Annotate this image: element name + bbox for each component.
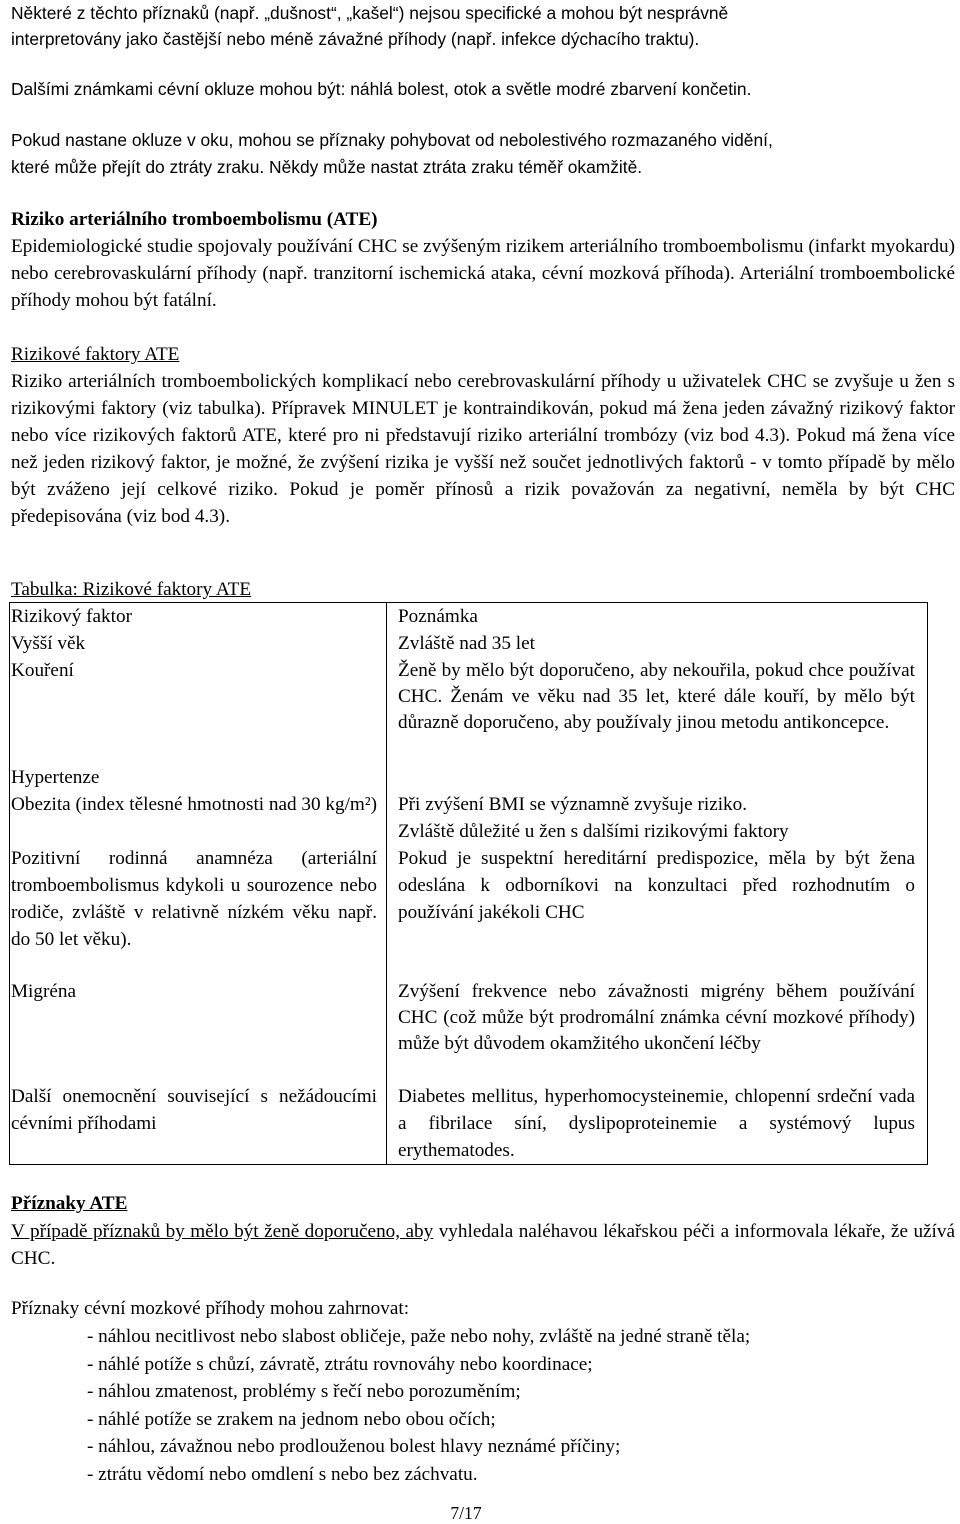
ate-symptoms-paragraph [11, 1218, 955, 1272]
table-cell-factor: Obezita (index tělesné hmotnosti nad 30 kg/m²) [11, 794, 377, 815]
list-item: - náhlou necitlivost nebo slabost obličeje, paže nebo nohy, zvláště na jedné straně těla; [87, 1326, 751, 1347]
eye-occlusion-paragraph [11, 127, 955, 181]
table-cell-note [398, 791, 915, 845]
risk-factors-heading: Rizikové faktory ATE [11, 344, 180, 365]
table-cell-note-line: Zvláště důležité u žen s dalšími rizikovými faktory [398, 821, 789, 842]
ate-symptoms-heading: Příznaky ATE [11, 1193, 128, 1214]
table-cell-factor: Hypertenze [11, 767, 100, 788]
ate-symptoms-underlined: V případě příznaků by mělo být ženě doporučeno, aby [11, 1221, 434, 1242]
risk-factors-paragraph: Riziko arteriálních tromboembolických komplikací nebo cerebrovaskulární příhody u uživatelek CHC se zvyšuje u žen s rizikovými faktory (viz tabulka). Přípravek MINULET je kontraindikován, pokud má žena jeden závažný rizikový faktor nebo více rizikových faktorů ATE, které pro ni představují riziko arteriální trombózy (viz bod 4.3). Pokud má žena více než jeden rizikový faktor, je možné, že zvýšení rizika je vyšší než součet jednotlivých faktorů - v tomto případě by mělo být zváženo její celkové riziko. Pokud je poměr přínosů a rizik považován za negativní, neměla by být CHC předepisována (viz bod 4.3). [11, 371, 955, 527]
symptoms-note-paragraph [11, 0, 955, 52]
symptoms-note-line1: Některé z těchto příznaků (např. „dušnost“, „kašel“) nejsou specifické a mohou být nesprávně [11, 3, 729, 23]
table-cell-note: Diabetes mellitus, hyperhomocysteinemie, chlopenní srdeční vada a fibrilace síní, dyslipoproteinemie a systémový lupus erythematodes. [398, 1086, 915, 1161]
table-cell-factor: Kouření [11, 660, 74, 681]
table-cell-note-line: Při zvýšení BMI se významně zvyšuje riziko. [398, 794, 748, 815]
table-header-note: Poznámka [398, 606, 478, 627]
table-cell-note: Zvláště nad 35 let [398, 633, 535, 654]
ate-paragraph: Epidemiologické studie spojovaly používání CHC se zvýšeným rizikem arteriálního tromboembolismu (infarkt myokardu) nebo cerebrovaskulární příhody (např. tranzitorní ischemická ataka, cévní mozková příhoda). Arteriální tromboembolické příhody mohou být fatální. [11, 236, 955, 311]
page-number: 7/17 [450, 1503, 482, 1523]
table-cell-factor: Pozitivní rodinná anamnéza (arteriální tromboembolismus kdykoli u sourozence nebo rodiče, zvláště v relativně nízkém věku např. do 50 let věku). [11, 848, 377, 950]
list-item: - náhlou zmatenost, problémy s řečí nebo porozuměním; [87, 1381, 521, 1402]
stroke-intro: Příznaky cévní mozkové příhody mohou zahrnovat: [11, 1298, 410, 1319]
ate-symptoms-rest: vyhledala naléhavou lékařskou péči a informovala lékaře, že užívá CHC. [11, 1221, 955, 1269]
table-middle-rule [386, 602, 387, 1164]
table-bottom-rule [9, 1164, 928, 1165]
other-signs-paragraph: Dalšími známkami cévní okluze mohou být: náhlá bolest, otok a světle modré zbarvení končetin. [11, 79, 752, 99]
ate-heading: Riziko arteriálního tromboembolismu (ATE) [11, 209, 378, 230]
table-left-rule [9, 602, 10, 1164]
list-item: - ztrátu vědomí nebo omdlení s nebo bez záchvatu. [87, 1463, 478, 1485]
eye-occlusion-line2: které může přejít do ztráty zraku. Někdy může nastat ztráta zraku téměř okamžitě. [11, 157, 643, 177]
eye-occlusion-line1: Pokud nastane okluze v oku, mohou se příznaky pohybovat od nebolestivého rozmazaného vidění, [11, 130, 773, 150]
table-cell-note: Ženě by mělo být doporučeno, aby nekouřila, pokud chce používat CHC. Ženám ve věku nad 35 let, které dále kouří, by mělo být důrazně doporučeno, aby používaly jinou metodu antikoncepce. [398, 660, 915, 733]
symptoms-note-line2: interpretovány jako častější nebo méně závažné příhody (např. infekce dýchacího traktu). [11, 29, 700, 49]
table-cell-factor: Migréna [11, 981, 77, 1002]
table-header-factor: Rizikový faktor [11, 606, 132, 627]
table-cell-factor: Další onemocnění související s nežádoucími cévními příhodami [11, 1086, 377, 1134]
list-item: - náhlé potíže se zrakem na jednom nebo obou očích; [87, 1408, 496, 1430]
table-cell-note: Pokud je suspektní hereditární predispozice, měla by být žena odeslána k odborníkovi na konzultaci před rozhodnutím o používání jakékoli CHC [398, 848, 915, 923]
stroke-symptoms-list [87, 1323, 947, 1488]
table-title: Tabulka: Rizikové faktory ATE [11, 579, 252, 600]
table-cell-factor: Vyšší věk [11, 633, 86, 654]
table-right-rule [927, 602, 928, 1164]
table-cell-note: Zvýšení frekvence nebo závažnosti migrény během používání CHC (což může být prodromální známka cévní mozkové příhody) může být důvodem okamžitého ukončení léčby [398, 981, 915, 1054]
list-item: - náhlé potíže s chůzí, závratě, ztrátu rovnováhy nebo koordinace; [87, 1353, 593, 1375]
list-item: - náhlou, závažnou nebo prodlouženou bolest hlavy neznámé příčiny; [87, 1436, 621, 1457]
